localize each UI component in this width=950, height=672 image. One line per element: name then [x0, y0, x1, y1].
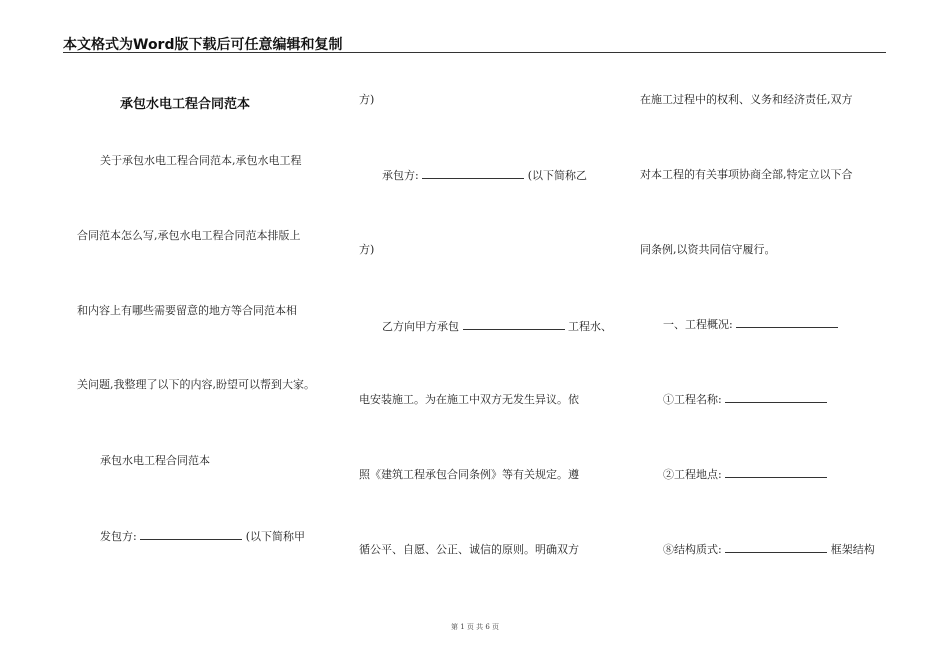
item-label: ②工程地点: [663, 468, 722, 481]
paragraph-line: 承包水电工程合同范本 [100, 454, 210, 467]
paragraph-line: 同条例,以资共同信守履行。 [640, 243, 776, 256]
item-line [663, 467, 827, 482]
item-blank [725, 542, 827, 553]
paragraph-line: 照《建筑工程承包合同条例》等有关规定。遵 [359, 468, 579, 481]
item-label: 一、工程概况: [663, 318, 733, 331]
item-suffix: 框架结构 [830, 543, 875, 556]
header-title: 本文格式为Word版下载后可任意编辑和复制 [63, 37, 343, 53]
party-b-suffix: (以下简称乙 [527, 169, 588, 182]
contract-prefix: 乙方向甲方承包 [382, 320, 459, 333]
item-line [663, 392, 827, 407]
party-a-suffix: (以下简称甲 [245, 530, 306, 543]
item-line [663, 317, 838, 332]
item-label: ⑧结构质式: [663, 543, 722, 556]
paragraph-line: 对本工程的有关事项协商全部,特定立以下合 [640, 168, 853, 181]
contract-blank [463, 319, 565, 330]
paragraph-line: 和内容上有哪些需要留意的地方等合同范本相 [77, 304, 297, 317]
party-b-label: 承包方: [382, 169, 419, 182]
item-line [663, 542, 875, 557]
paragraph-line: 方) [359, 243, 375, 256]
paragraph-line: 在施工过程中的权利、义务和经济责任,双方 [640, 93, 853, 106]
party-b-blank [422, 168, 524, 179]
paragraph-line: 合同范本怎么写,承包水电工程合同范本排版上 [77, 229, 301, 242]
contract-line [382, 319, 612, 334]
header-rule [63, 52, 886, 53]
party-a-label: 发包方: [100, 530, 137, 543]
item-blank [725, 467, 827, 478]
item-label: ①工程名称: [663, 393, 722, 406]
document-title: 承包水电工程合同范本 [120, 97, 251, 112]
paragraph-line: 循公平、自愿、公正、诚信的原则。明确双方 [359, 543, 579, 556]
party-a-line [100, 529, 305, 544]
item-blank [725, 392, 827, 403]
party-b-line [382, 168, 587, 183]
paragraph-line: 关问题,我整理了以下的内容,盼望可以帮到大家。 [77, 378, 315, 391]
paragraph-line: 电安装施工。为在施工中双方无发生异议。依 [359, 393, 579, 406]
paragraph-line: 方) [359, 93, 375, 106]
page-footer: 第 1 页 共 6 页 [450, 623, 500, 631]
item-blank [736, 317, 838, 328]
contract-suffix: 工程水、 [568, 320, 612, 333]
party-a-blank [140, 529, 242, 540]
paragraph-line: 关于承包水电工程合同范本,承包水电工程 [100, 154, 302, 167]
